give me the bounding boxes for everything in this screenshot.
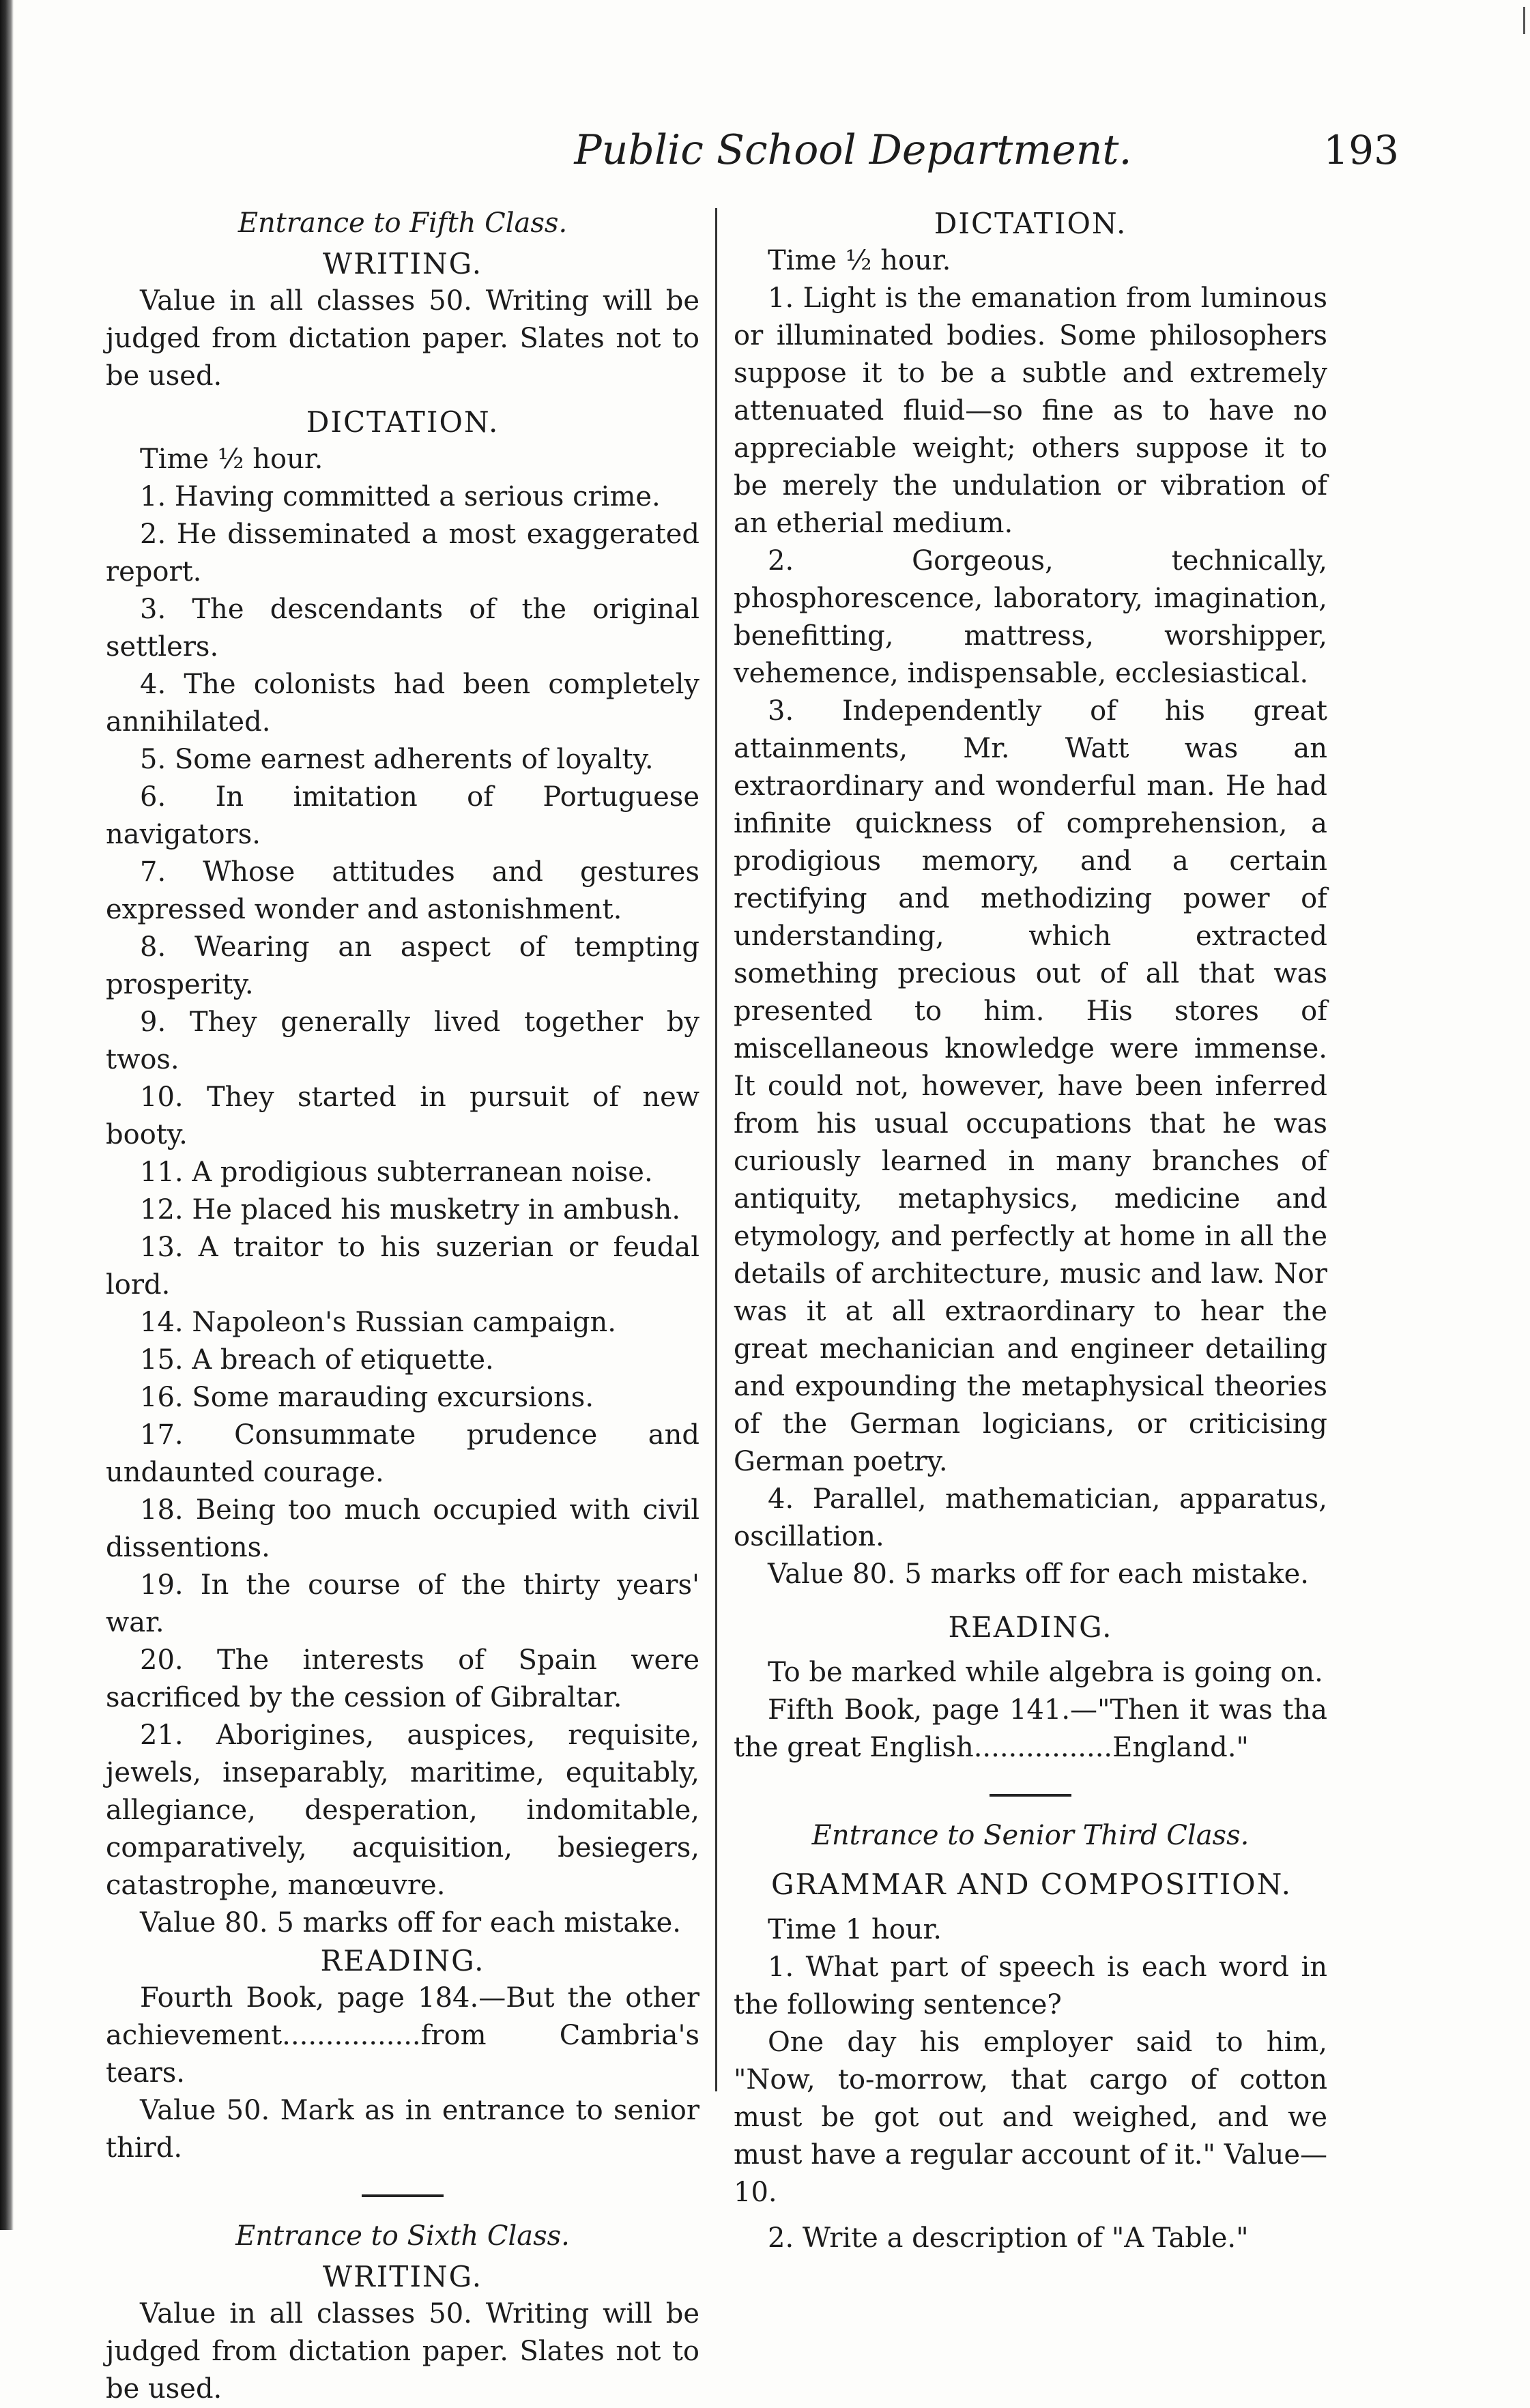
reading-passage: Fifth Book, page 141.—"Then it was tha the great English................England." [734,1694,1327,1763]
dictation-time: Time ½ hour. [140,444,323,475]
page-number: 193 [1323,127,1399,173]
list-item: 2. Gorgeous, technically, phosphorescence, laboratory, imagination, benefitting, mattress, worshipper, vehemence, indispensable, ecclesiastical. [734,545,1327,689]
fifth-class-heading: Entrance to Fifth Class. [237,207,568,239]
list-item: 4. The colonists had been completely annihilated. [106,669,699,738]
list-item: 1. Having committed a serious crime. [140,481,661,512]
list-item: 9. They generally lived together by twos. [106,1006,699,1075]
list-item: 16. Some marauding excursions. [140,1382,594,1413]
grammar-time: Time 1 hour. [768,1914,942,1945]
list-item: 3. The descendants of the original settlers. [106,594,699,663]
dictation-time: Time ½ hour. [768,245,951,276]
list-item: 11. A prodigious subterranean noise. [140,1157,653,1188]
list-item: 1. Light is the emanation from luminous or illuminated bodies. Some philosophers suppose it to be a subtle and extremely attenuated fluid—so fine as to have no appreciable weight; others suppose it to be merely the undulation or vibration of an etherial medium. [734,282,1327,539]
question-2: 2. Write a description of "A Table." [768,2222,1249,2254]
reading-passage: Fourth Book, page 184.—But the other achievement................from Cambria's tears. [106,1982,699,2089]
list-item: 5. Some earnest adherents of loyalty. [140,744,654,775]
section-rule [990,1794,1071,1797]
page-edge-shadow [0,0,14,2230]
section-rule [362,2194,444,2197]
sixth-class-heading: Entrance to Sixth Class. [235,2220,570,2252]
reading-heading: READING. [320,1944,485,1977]
reading-heading: READING. [948,1610,1113,1644]
list-item: 2. He disseminated a most exaggerated report. [106,519,699,588]
list-item: 4. Parallel, mathematician, apparatus, oscillation. [734,1483,1327,1552]
list-item: 14. Napoleon's Russian campaign. [140,1307,616,1338]
writing-instructions: Value in all classes 50. Writing will be judged from dictation paper. Slates not to be used. [106,285,699,392]
column-divider [715,208,717,2091]
list-item: 18. Being too much occupied with civil dissentions. [106,1494,699,1563]
dictation-heading: DICTATION. [934,207,1127,240]
writing-heading: WRITING. [322,2260,483,2293]
list-item: 13. A traitor to his suzerian or feudal lord. [106,1232,699,1301]
scan-mark [1523,7,1525,34]
list-item: 20. The interests of Spain were sacrificed by the cession of Gibraltar. [106,1644,699,1713]
list-item: 15. A breach of etiquette. [140,1344,494,1376]
running-title: Public School Department. [574,126,1132,174]
list-item: 6. In imitation of Portuguese navigators. [106,781,699,850]
dictation-heading: DICTATION. [306,405,500,439]
list-item: 19. In the course of the thirty years' war. [106,1569,699,1638]
writing-heading: WRITING. [322,247,483,280]
grammar-heading: GRAMMAR AND COMPOSITION. [771,1868,1293,1901]
list-item: 21. Aborigines, auspices, requisite, jewels, inseparably, maritime, equitably, allegiance, desperation, indomitable, comparatively, acquisition, besiegers, catastrophe, manœuvre. [106,1720,699,1901]
list-item: 12. He placed his musketry in ambush. [140,1194,681,1225]
list-item: 17. Consummate prudence and undaunted courage. [106,1419,699,1488]
list-item: 3. Independently of his great attainments, Mr. Watt was an extraordinary and wonderful man. He had infinite quickness of comprehension, a prodigious memory, and a certain rectifying and methodizing power of understanding, which extracted something precious out of all that was presented to him. His stores of miscellaneous knowledge were immense. It could not, however, have been inferred from his usual occupations that he was curiously learned in many branches of antiquity, metaphysics, medicine and etymology, and perfectly at home in all the details of architecture, music and law. Nor was it at all extraordinary to hear the great mechanician and engineer detailing and expounding the metaphysical theories of the German logicians, or criticising German poetry. [734,695,1327,1477]
value-line: Value 80. 5 marks off for each mistake. [140,1907,682,1939]
left-column [106,205,699,2408]
list-item: 7. Whose attitudes and gestures expressed wonder and astonishment. [106,856,699,925]
right-column [734,205,1327,2257]
writing-instructions: Value in all classes 50. Writing will be judged from dictation paper. Slates not to be used. [106,2298,699,2405]
reading-value: Value 50. Mark as in entrance to senior third. [106,2095,699,2164]
list-item: 8. Wearing an aspect of tempting prosperity. [106,931,699,1000]
value-line: Value 80. 5 marks off for each mistake. [768,1558,1310,1590]
list-item: 10. They started in pursuit of new booty. [106,1082,699,1150]
page-header [55,119,1419,181]
senior-third-heading: Entrance to Senior Third Class. [811,1820,1250,1851]
question-1-sentence: One day his employer said to him, "Now, to-morrow, that cargo of cotton must be got out and weighed, and we must have a regular account of it." Value—10. [734,2027,1327,2208]
reading-note: To be marked while algebra is going on. [768,1657,1323,1688]
question-1: 1. What part of speech is each word in the following sentence? [734,1952,1327,2020]
